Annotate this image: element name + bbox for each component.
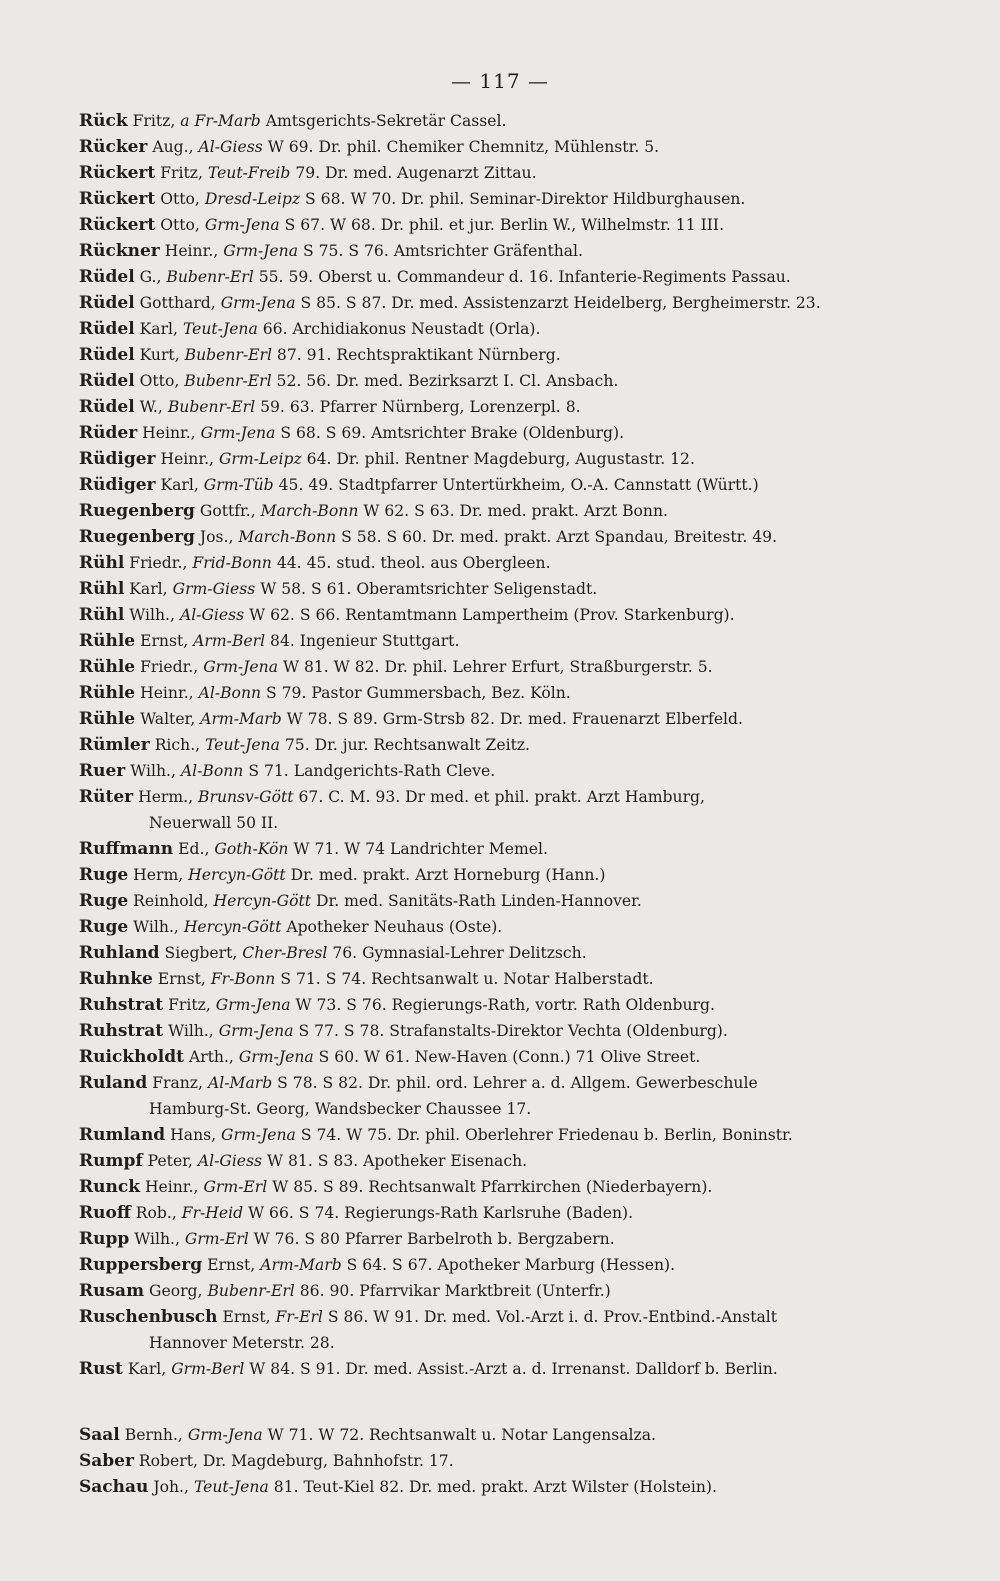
entry-given: Joh., (153, 1478, 189, 1496)
entry-name: Saal (79, 1425, 120, 1445)
entry-name: Runck (79, 1177, 140, 1197)
entry-name: Ruhland (79, 943, 160, 963)
entry-name: Rückert (79, 215, 156, 235)
entry-name: Rusam (79, 1281, 145, 1301)
entry-given: Peter, (147, 1152, 193, 1170)
entry-assoc: March-Bonn (238, 528, 337, 546)
entry-given: Otto, (160, 216, 200, 234)
entry-name: Ruoff (79, 1203, 131, 1223)
directory-entry (79, 524, 939, 550)
directory-entry (79, 888, 939, 914)
entry-assoc: Grm-Tüb (203, 476, 274, 494)
directory-entry (79, 550, 939, 576)
entry-given: Gotthard, (139, 294, 216, 312)
entry-given: Ernst, (157, 970, 206, 988)
directory-entry (79, 108, 939, 134)
entry-name: Rüdel (79, 345, 135, 365)
directory-entry (79, 420, 939, 446)
entry-assoc: Grm-Giess (172, 580, 256, 598)
entry-rest: W 58. S 61. Oberamtsrichter Seligenstadt. (260, 580, 598, 598)
entry-given: Herm, (133, 866, 184, 884)
entry-given: Herm., (138, 788, 194, 806)
entry-rest: 81. Teut-Kiel 82. Dr. med. prakt. Arzt Wilster (Holstein). (273, 1478, 717, 1496)
entry-given: Ed., (178, 840, 210, 858)
entry-name: Rumland (79, 1125, 166, 1145)
entry-assoc: Goth-Kön (214, 840, 289, 858)
entry-rest: S 75. S 76. Amtsrichter Gräfenthal. (302, 242, 584, 260)
directory-entry (79, 966, 939, 992)
directory-entry (79, 628, 939, 654)
entry-rest: 67. C. M. 93. Dr med. et phil. prakt. Arzt Hamburg, (298, 788, 705, 806)
directory-entry (79, 264, 939, 290)
entry-name: Ruge (79, 891, 129, 911)
directory-entry (79, 368, 939, 394)
entry-rest: W 85. S 89. Rechtsanwalt Pfarrkirchen (Niederbayern). (272, 1178, 713, 1196)
entry-assoc: Arm-Marb (260, 1256, 342, 1274)
entry-assoc: Arm-Marb (200, 710, 282, 728)
entry-given: Karl, (139, 320, 178, 338)
entry-given: Wilh., (134, 1230, 180, 1248)
entry-rest: Hamburg-St. Georg, Wandsbecker Chaussee 17. (149, 1100, 532, 1118)
entry-assoc: Al-Bonn (180, 762, 244, 780)
entry-name: Rück (79, 111, 128, 131)
entry-assoc: Bubenr-Erl (207, 1282, 295, 1300)
entry-given: Wilh., (129, 606, 175, 624)
directory-entry (79, 602, 939, 628)
entry-list-s (79, 1422, 939, 1500)
entry-name: Ruhstrat (79, 1021, 164, 1041)
entry-assoc: Bubenr-Erl (184, 346, 272, 364)
directory-entry (79, 680, 939, 706)
entry-given: Walter, (140, 710, 196, 728)
entry-assoc: Grm-Jena (221, 1126, 296, 1144)
directory-entry (79, 472, 939, 498)
entry-given: Jos., (199, 528, 234, 546)
entry-rest: 45. 49. Stadtpfarrer Untertürkheim, O.-A. Cannstatt (Württ.) (278, 476, 759, 494)
entry-rest: Dr. med. prakt. Arzt Horneburg (Hann.) (290, 866, 606, 884)
entry-rest: 64. Dr. phil. Rentner Magdeburg, Augustastr. 12. (306, 450, 695, 468)
entry-rest: W 66. S 74. Regierungs-Rath Karlsruhe (Baden). (248, 1204, 634, 1222)
entry-given: Rich., (154, 736, 201, 754)
entry-rest: S 68. W 70. Dr. phil. Seminar-Direktor Hildburghausen. (305, 190, 746, 208)
entry-given: Siegbert, (164, 944, 238, 962)
entry-rest: W 69. Dr. phil. Chemiker Chemnitz, Mühlenstr. 5. (267, 138, 660, 156)
entry-name: Rühle (79, 631, 136, 651)
directory-entry (79, 134, 939, 160)
entry-continuation (79, 1096, 939, 1122)
entry-assoc: Teut-Freib (207, 164, 291, 182)
entry-given: Bernh., (124, 1426, 183, 1444)
entry-name: Rühl (79, 605, 125, 625)
entry-assoc: Grm-Jena (238, 1048, 314, 1066)
directory-entry (79, 238, 939, 264)
entry-given: Karl, (160, 476, 199, 494)
directory-entry (79, 1356, 939, 1382)
entry-rest: S 64. S 67. Apotheker Marburg (Hessen). (346, 1256, 676, 1274)
entry-assoc: Grm-Jena (215, 996, 291, 1014)
directory-entry (79, 342, 939, 368)
entry-assoc: Frid-Bonn (192, 554, 272, 572)
entry-given: Heinr., (144, 1178, 199, 1196)
entry-rest: Apotheker Neuhaus (Oste). (286, 918, 503, 936)
directory-entry (79, 1474, 939, 1500)
entry-continuation (79, 1330, 939, 1356)
directory-entry (79, 1448, 939, 1474)
directory-entry (79, 836, 939, 862)
entry-given: Ernst, (207, 1256, 256, 1274)
entry-given: Aug., (152, 138, 194, 156)
entry-name: Rüdel (79, 293, 135, 313)
entry-assoc: Teut-Jena (182, 320, 258, 338)
entry-given: Reinhold, (133, 892, 209, 910)
entry-rest: 86. 90. Pfarrvikar Marktbreit (Unterfr.) (299, 1282, 611, 1300)
entry-given: Otto, (160, 190, 200, 208)
entry-name: Rühl (79, 553, 125, 573)
entry-assoc: Grm-Berl (171, 1360, 245, 1378)
entry-assoc: Al-Giess (198, 138, 263, 156)
entry-name: Saber (79, 1451, 134, 1471)
entry-name: Ruge (79, 917, 129, 937)
entry-rest: Amtsgerichts-Sekretär Cassel. (265, 112, 507, 130)
entry-given: Wilh., (168, 1022, 214, 1040)
entry-assoc: Grm-Jena (223, 242, 298, 260)
directory-entry (79, 862, 939, 888)
directory-entry (79, 940, 939, 966)
entry-assoc: Grm-Jena (200, 424, 276, 442)
entry-assoc: Dresd-Leipz (204, 190, 301, 208)
directory-entry (79, 1200, 939, 1226)
entry-rest: S 74. W 75. Dr. phil. Oberlehrer Friedenau b. Berlin, Boninstr. (300, 1126, 793, 1144)
entry-assoc: Al-Giess (179, 606, 245, 624)
directory-entry (79, 1122, 939, 1148)
entry-assoc: Cher-Bresl (242, 944, 328, 962)
entry-assoc: a Fr-Marb (180, 112, 261, 130)
directory-entry (79, 732, 939, 758)
directory-entry (79, 1252, 939, 1278)
entry-name: Rühl (79, 579, 125, 599)
entry-name: Ruppersberg (79, 1255, 203, 1275)
entry-assoc: Grm-Erl (203, 1178, 268, 1196)
entry-assoc: Fr-Heid (181, 1204, 244, 1222)
entry-rest: 84. Ingenieur Stuttgart. (270, 632, 460, 650)
directory-entry (79, 160, 939, 186)
entry-name: Rumpf (79, 1151, 143, 1171)
entry-rest: 66. Archidiakonus Neustadt (Orla). (262, 320, 541, 338)
directory-entry (79, 654, 939, 680)
entry-rest: S 58. S 60. Dr. med. prakt. Arzt Spandau, Breitestr. 49. (341, 528, 778, 546)
entry-given: Karl, (127, 1360, 167, 1378)
entry-name: Ruhstrat (79, 995, 164, 1015)
entry-name: Rüdel (79, 397, 135, 417)
entry-given: Ernst, (222, 1308, 271, 1326)
entry-given: Kurt, (139, 346, 180, 364)
entry-given: Ernst, (140, 632, 189, 650)
directory-entry (79, 992, 939, 1018)
entry-given: Rob., (135, 1204, 177, 1222)
entry-assoc: Grm-Jena (220, 294, 296, 312)
directory-entry (79, 1174, 939, 1200)
entry-rest: S 85. S 87. Dr. med. Assistenzarzt Heidelberg, Bergheimerstr. 23. (300, 294, 821, 312)
entry-rest: S 77. S 78. Strafanstalts-Direktor Vechta (Oldenburg). (298, 1022, 728, 1040)
entry-given: Heinr., (164, 242, 219, 260)
entry-given: Franz, (152, 1074, 203, 1092)
entry-name: Rüder (79, 423, 138, 443)
entry-given: Heinr., (142, 424, 196, 442)
directory-entry (79, 498, 939, 524)
entry-rest: S 68. S 69. Amtsrichter Brake (Oldenburg). (280, 424, 625, 442)
entry-rest: S 86. W 91. Dr. med. Vol.-Arzt i. d. Prov.-Entbind.-Anstalt (327, 1308, 778, 1326)
entry-rest: 59. 63. Pfarrer Nürnberg, Lorenzerpl. 8. (260, 398, 581, 416)
entry-name: Rüdel (79, 371, 135, 391)
entry-name: Ruge (79, 865, 129, 885)
entry-assoc: Bubenr-Erl (184, 372, 272, 390)
entry-given: Robert, (138, 1452, 198, 1470)
entry-rest: S 71. Landgerichts-Rath Cleve. (248, 762, 496, 780)
entry-rest: 52. 56. Dr. med. Bezirksarzt I. Cl. Ansbach. (276, 372, 619, 390)
entry-rest: W 62. S 63. Dr. med. prakt. Arzt Bonn. (363, 502, 668, 520)
directory-entry (79, 1304, 939, 1330)
entry-given: Heinr., (160, 450, 214, 468)
entry-given: Wilh., (130, 762, 176, 780)
entry-name: Rust (79, 1359, 123, 1379)
directory-entry (79, 1044, 939, 1070)
entry-rest: W 62. S 66. Rentamtmann Lampertheim (Prov. Starkenburg). (249, 606, 735, 624)
entry-name: Rüdel (79, 319, 135, 339)
entry-assoc: Hercyn-Gött (213, 892, 312, 910)
entry-rest: Hannover Meterstr. 28. (149, 1334, 335, 1352)
entry-rest: S 78. S 82. Dr. phil. ord. Lehrer a. d. Allgem. Gewerbeschule (277, 1074, 758, 1092)
entry-assoc: Al-Marb (207, 1074, 273, 1092)
entry-given: Fritz, (132, 112, 176, 130)
entry-name: Rühle (79, 683, 136, 703)
entry-assoc: Grm-Jena (187, 1426, 263, 1444)
directory-entry (79, 212, 939, 238)
entry-name: Rümler (79, 735, 150, 755)
entry-assoc: Bubenr-Erl (166, 268, 254, 286)
entry-given: Wilh., (133, 918, 179, 936)
entry-given: G., (139, 268, 162, 286)
directory-entry (79, 1278, 939, 1304)
entry-rest: 76. Gymnasial-Lehrer Delitzsch. (332, 944, 587, 962)
entry-name: Ruhnke (79, 969, 153, 989)
entry-name: Rühle (79, 657, 136, 677)
entry-rest: W 84. S 91. Dr. med. Assist.-Arzt a. d. Irrenanst. Dalldorf b. Berlin. (249, 1360, 778, 1378)
entry-given: Georg, (149, 1282, 203, 1300)
entry-assoc: Fr-Erl (275, 1308, 323, 1326)
entry-rest: W 76. S 80 Pfarrer Barbelroth b. Bergzabern. (253, 1230, 615, 1248)
entry-assoc: Grm-Jena (203, 658, 278, 676)
entry-name: Ruffmann (79, 839, 174, 859)
entry-assoc: Fr-Bonn (210, 970, 276, 988)
directory-entry (79, 1018, 939, 1044)
entry-given: Heinr., (140, 684, 194, 702)
directory-entry (79, 1148, 939, 1174)
directory-entry (79, 290, 939, 316)
entry-name: Ruland (79, 1073, 148, 1093)
directory-entry (79, 706, 939, 732)
entry-given: Gottfr., (199, 502, 256, 520)
entry-name: Rückert (79, 189, 156, 209)
entry-given: Friedr., (140, 658, 199, 676)
entry-assoc: Grm-Leipz (218, 450, 302, 468)
page-number: — 117 — (451, 69, 549, 93)
entry-continuation (79, 810, 939, 836)
directory-entry (79, 576, 939, 602)
directory-entry (79, 446, 939, 472)
entry-assoc: Hercyn-Gött (183, 918, 282, 936)
entry-rest: Neuerwall 50 II. (149, 814, 279, 832)
entry-rest: W 73. S 76. Regierungs-Rath, vortr. Rath Oldenburg. (295, 996, 715, 1014)
entry-rest: W 71. W 72. Rechtsanwalt u. Notar Langensalza. (267, 1426, 656, 1444)
entry-assoc: Teut-Jena (205, 736, 280, 754)
entry-given: Otto, (139, 372, 180, 390)
entry-given: Karl, (129, 580, 168, 598)
entry-assoc: Grm-Erl (184, 1230, 249, 1248)
directory-entry (79, 1422, 939, 1448)
entry-assoc: Bubenr-Erl (167, 398, 256, 416)
entry-given: Hans, (170, 1126, 217, 1144)
entry-rest: W 81. S 83. Apotheker Eisenach. (267, 1152, 528, 1170)
entry-name: Rückert (79, 163, 156, 183)
entry-rest: S 60. W 61. New-Haven (Conn.) 71 Olive Street. (318, 1048, 701, 1066)
entry-assoc: Al-Giess (197, 1152, 263, 1170)
entry-rest: Dr. med. Sanitäts-Rath Linden-Hannover. (315, 892, 642, 910)
directory-entry (79, 394, 939, 420)
entry-rest: S 67. W 68. Dr. phil. et jur. Berlin W., Wilhelmstr. 11 III. (284, 216, 725, 234)
entry-name: Rücker (79, 137, 148, 157)
entry-name: Rüter (79, 787, 134, 807)
entry-given: Fritz, (160, 164, 203, 182)
entry-assoc: Brunsv-Gött (198, 788, 294, 806)
entry-name: Ruegenberg (79, 527, 195, 547)
directory-entry (79, 1070, 939, 1096)
entry-rest: 44. 45. stud. theol. aus Obergleen. (276, 554, 551, 572)
entry-given: Friedr., (129, 554, 188, 572)
entry-name: Rühle (79, 709, 136, 729)
entry-rest: S 71. S 74. Rechtsanwalt u. Notar Halberstadt. (280, 970, 654, 988)
entry-rest: Dr. Magdeburg, Bahnhofstr. 17. (202, 1452, 454, 1470)
entry-name: Rüdiger (79, 475, 156, 495)
entry-given: Arth., (188, 1048, 234, 1066)
entry-name: Rüdel (79, 267, 135, 287)
entry-rest: S 79. Pastor Gummersbach, Bez. Köln. (266, 684, 571, 702)
entry-assoc: Al-Bonn (198, 684, 262, 702)
entry-assoc: Grm-Jena (218, 1022, 294, 1040)
entry-given: W., (139, 398, 163, 416)
entry-name: Ruegenberg (79, 501, 195, 521)
directory-entry (79, 186, 939, 212)
entry-rest: 79. Dr. med. Augenarzt Zittau. (295, 164, 537, 182)
entry-name: Ruschenbusch (79, 1307, 218, 1327)
entry-name: Ruickholdt (79, 1047, 184, 1067)
entry-assoc: March-Bonn (260, 502, 359, 520)
entry-name: Rüdiger (79, 449, 156, 469)
entry-rest: W 78. S 89. Grm-Strsb 82. Dr. med. Frauenarzt Elberfeld. (286, 710, 743, 728)
entry-given: Fritz, (168, 996, 211, 1014)
directory-entry (79, 784, 939, 810)
directory-entry (79, 914, 939, 940)
entry-assoc: Grm-Jena (204, 216, 280, 234)
entry-list-r (79, 108, 939, 1382)
entry-assoc: Teut-Jena (193, 1478, 269, 1496)
entry-rest: W 81. W 82. Dr. phil. Lehrer Erfurt, Straßburgerstr. 5. (282, 658, 713, 676)
directory-entry (79, 316, 939, 342)
entry-rest: W 71. W 74 Landrichter Memel. (293, 840, 548, 858)
directory-entry (79, 758, 939, 784)
entry-name: Rupp (79, 1229, 130, 1249)
entry-assoc: Arm-Berl (193, 632, 266, 650)
directory-entry (79, 1226, 939, 1252)
entry-name: Sachau (79, 1477, 149, 1497)
entry-name: Rückner (79, 241, 160, 261)
entry-rest: 75. Dr. jur. Rechtsanwalt Zeitz. (284, 736, 531, 754)
entry-rest: 87. 91. Rechtspraktikant Nürnberg. (276, 346, 561, 364)
entry-name: Ruer (79, 761, 126, 781)
entry-assoc: Hercyn-Gött (188, 866, 286, 884)
entry-rest: 55. 59. Oberst u. Commandeur d. 16. Infanterie-Regiments Passau. (258, 268, 791, 286)
